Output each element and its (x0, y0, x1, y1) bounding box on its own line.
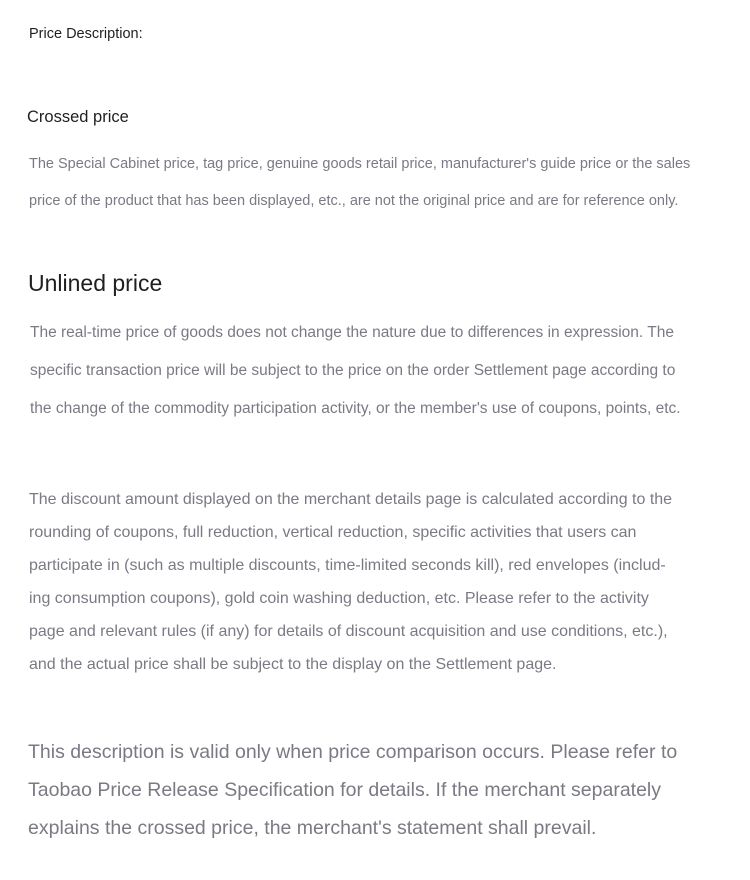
text-line: price of the product that has been displayed, etc., are not the original price and are for reference only. (29, 193, 679, 209)
text-line: The discount amount displayed on the merchant details page is calculated according to the (29, 491, 673, 508)
text-line: rounding of coupons, full reduction, vertical reduction, specific activities that users can (29, 524, 637, 541)
text-line: The real-time price of goods does not change the nature due to differences in expression. The (30, 324, 674, 341)
text-line: explains the crossed price, the merchant's statement shall prevail. (28, 817, 597, 839)
page-title: Price Description: (29, 26, 143, 42)
crossed-price-description (29, 146, 719, 220)
text-line: the change of the commodity participation activity, or the member's use of coupons, points, etc. (30, 400, 681, 417)
text-line: This description is valid only when price comparison occurs. Please refer to (28, 741, 678, 763)
text-line: page and relevant rules (if any) for details of discount acquisition and use conditions, etc.), (29, 623, 668, 640)
text-line: ing consumption coupons), gold coin washing deduction, etc. Please refer to the activity (29, 590, 649, 607)
text-line: and the actual price shall be subject to the display on the Settlement page. (29, 656, 557, 673)
unlined-price-description (30, 314, 720, 428)
text-line: specific transaction price will be subject to the price on the order Settlement page according to (30, 362, 676, 379)
text-line: Taobao Price Release Specification for details. If the merchant separately (28, 779, 662, 801)
comparison-note (28, 733, 728, 847)
unlined-price-title: Unlined price (28, 270, 163, 296)
text-line: participate in (such as multiple discounts, time-limited seconds kill), red envelopes (includ- (29, 557, 666, 574)
crossed-price-title: Crossed price (27, 108, 129, 126)
discount-description (29, 483, 719, 681)
text-line: The Special Cabinet price, tag price, genuine goods retail price, manufacturer's guide price or the sales (29, 156, 691, 172)
